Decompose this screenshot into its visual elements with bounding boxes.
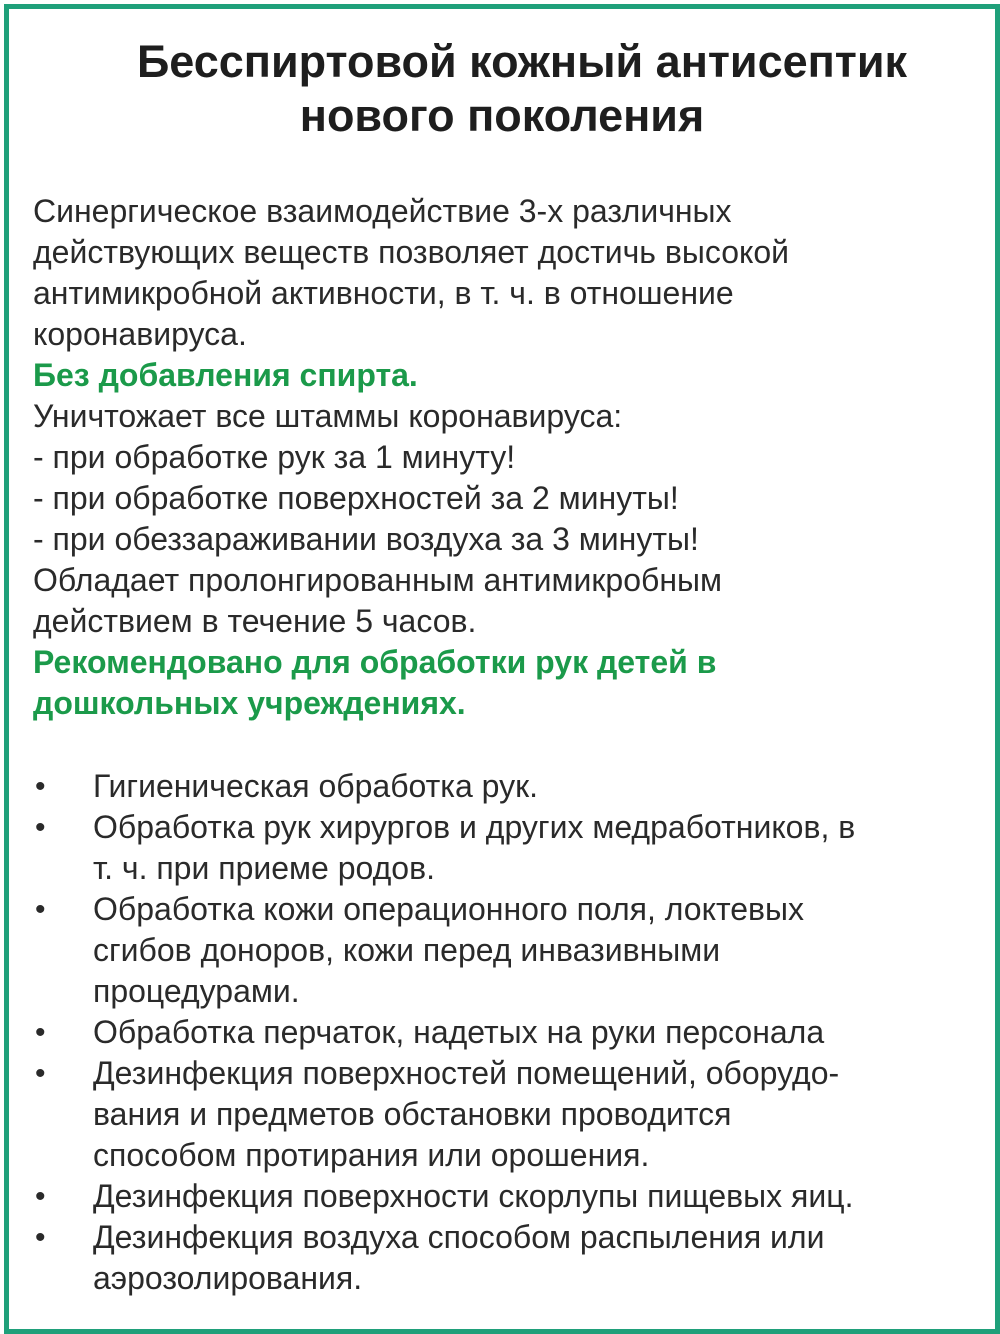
bullet-item [33, 1176, 983, 1217]
highlight-text-line: Рекомендовано для обработки рук детей в [33, 644, 717, 680]
highlight-text-line: Без добавления спирта. [33, 357, 418, 393]
bullet-dot-icon: • [35, 1221, 46, 1254]
title-line-2: нового поколения [299, 90, 705, 141]
bullet-text-line: процедурами. [93, 973, 300, 1009]
usage-bullet-list [33, 766, 983, 1299]
bullet-text-line: способом протирания или орошения. [93, 1137, 650, 1173]
bullet-text-line: сгибов доноров, кожи перед инвазивными [93, 932, 721, 968]
paragraph-line: Обладает пролонгированным антимикробным [33, 562, 722, 598]
bullet-dot-icon: • [35, 1057, 46, 1090]
bullet-text-line: Обработка перчаток, надетых на руки персонала [93, 1014, 825, 1050]
bullet-text-line: Обработка рук хирургов и других медработников, в [93, 809, 856, 845]
bullet-item [33, 1012, 983, 1053]
paragraph-line: Уничтожает все штаммы коронавируса: [33, 398, 623, 434]
paragraph-line: - при обработке рук за 1 минуту! [33, 439, 516, 475]
bullet-dot-icon: • [35, 770, 46, 803]
document-page [9, 9, 995, 1329]
bullet-text-line: вания и предметов обстановки проводится [93, 1096, 732, 1132]
paragraph-line: действующих веществ позволяет достичь высокой [33, 234, 790, 270]
paragraph-line: - при обеззараживании воздуха за 3 минуты! [33, 521, 699, 557]
paragraph-line: Синергическое взаимодействие 3-х различных [33, 193, 732, 229]
bullet-dot-icon: • [35, 1016, 46, 1049]
bullet-item [33, 766, 983, 807]
bullet-dot-icon: • [35, 893, 46, 926]
paragraph-line: - при обработке поверхностей за 2 минуты! [33, 480, 679, 516]
highlight-text-line: дошкольных учреждениях. [33, 685, 466, 721]
bullet-item [33, 1217, 983, 1299]
bullet-text-line: т. ч. при приеме родов. [93, 850, 435, 886]
bullet-dot-icon: • [35, 1180, 46, 1213]
bullet-item [33, 889, 983, 1012]
paragraph-line: антимикробной активности, в т. ч. в отношение [33, 275, 734, 311]
document-title [9, 35, 995, 143]
title-line-1: Бесспиртовой кожный антисептик [136, 36, 908, 87]
paragraph-line: действием в течение 5 часов. [33, 603, 477, 639]
description-paragraph [33, 191, 983, 724]
bullet-text-line: Дезинфекция поверхности скорлупы пищевых яиц. [93, 1178, 854, 1214]
paragraph-line: коронавируса. [33, 316, 247, 352]
bullet-item [33, 807, 983, 889]
bullet-text-line: Обработка кожи операционного поля, локтевых [93, 891, 805, 927]
bullet-text-line: Гигиеническая обработка рук. [93, 768, 538, 804]
bullet-text-line: аэрозолирования. [93, 1260, 363, 1296]
bullet-text-line: Дезинфекция воздуха способом распыления или [93, 1219, 825, 1255]
bullet-dot-icon: • [35, 811, 46, 844]
bullet-text-line: Дезинфекция поверхностей помещений, оборудо- [93, 1055, 840, 1091]
bullet-item [33, 1053, 983, 1176]
